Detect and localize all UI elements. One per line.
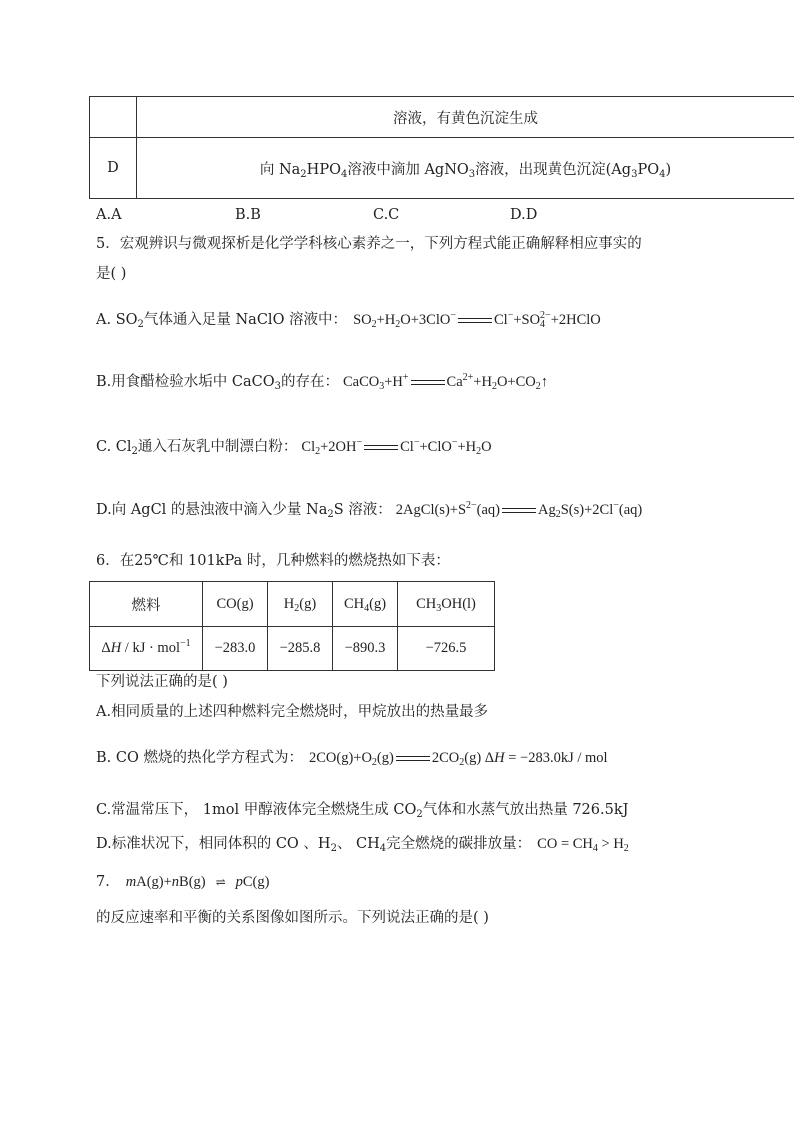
q6-row-label: ΔH / kJ · mol$^{-1}$	[90, 627, 203, 671]
q6-header-h2: $H_2(g)$	[268, 582, 333, 627]
q6-value-ch4: −890.3	[333, 627, 398, 671]
q5-stem-line1: 5．宏观辨识与微观探析是化学学科核心素养之一，下列方程式能正确解释相应事实的	[96, 236, 642, 252]
q6-option-d: D.标准状况下，相同体积的 CO 、$H_2$、 $CH_4$完全燃烧的碳排放量： CO = $CH_4 > H_2$	[96, 836, 629, 854]
q6-option-c: C.常温常压下， 1mol 甲醇液体完全燃烧生成 $CO_2$气体和水蒸气放出热量 726.5kJ	[96, 802, 629, 820]
q6-header-co: CO(g)	[203, 582, 268, 627]
q5-option-a: A. $SO_2$气体通入足量 NaClO 溶液中： $SO_2+H_2O+3ClO^-$ $Cl^-+SO_4^{2-}+2HClO$	[96, 310, 601, 330]
q5-option-b: B.用食醋检验水垢中 CaCO$_3$的存在： CaCO$_3$+H+ $Ca^{2+}+H_2O+CO_2↑$	[96, 372, 548, 392]
q4-option-a: A.A	[96, 207, 122, 223]
q4-option-c: C.C	[373, 207, 400, 223]
q6-header-fuel: 燃料	[90, 582, 203, 627]
q6-option-a: A.相同质量的上述四种燃料完全燃烧时，甲烷放出的热量最多	[96, 704, 489, 720]
q6-table	[89, 581, 495, 671]
q4-table-row2-label: D	[90, 138, 137, 199]
q4-table	[89, 96, 794, 199]
q6-header-ch4: $CH_4(g)$	[333, 582, 398, 627]
q5-option-d: D.向 AgCl 的悬浊液中滴入少量 $Na_2S$ 溶液： $2AgCl(s)+S^{2-}(aq)$ $Ag_2S(s)+2Cl^-(aq)$	[96, 500, 643, 520]
q6-header-ch3oh: $CH_3OH(l)$	[398, 582, 495, 627]
q4-option-b: B.B	[235, 207, 261, 223]
q6-value-co: −283.0	[203, 627, 268, 671]
q6-value-ch3oh: −726.5	[398, 627, 495, 671]
q6-after-table: 下列说法正确的是( )	[96, 674, 228, 690]
q4-table-row1-text: 溶液，有黄色沉淀生成	[137, 97, 794, 138]
q6-value-h2: −285.8	[268, 627, 333, 671]
q6-stem: 6．在25℃和 101kPa 时，几种燃料的燃烧热如下表：	[96, 553, 450, 569]
q4-table-row2-text: 向 $Na_2HPO_4$溶液中滴加 AgNO$_3$溶液，出现黄色沉淀$(Ag_3PO_4)$	[137, 138, 794, 199]
q6-option-b: B. CO 燃烧的热化学方程式为： $2CO(g)+O_2(g)$ $2CO_2(g) \Delta H = -283.0kJ$ / mol	[96, 750, 608, 768]
q4-table-cell	[90, 97, 137, 138]
q5-stem-line2: 是( )	[96, 266, 127, 282]
q5-option-c: C. $Cl_2$通入石灰乳中制漂白粉： $Cl_2+2OH^-$ $Cl^-+ClO^-+H_2O$	[96, 437, 492, 457]
q7-line2: 的反应速率和平衡的关系图像如图所示。下列说法正确的是( )	[96, 910, 489, 926]
q7-equation: 7． mA(g)+nB(g) ⇌ pC(g)	[96, 874, 270, 890]
q4-option-d: D.D	[510, 207, 538, 223]
